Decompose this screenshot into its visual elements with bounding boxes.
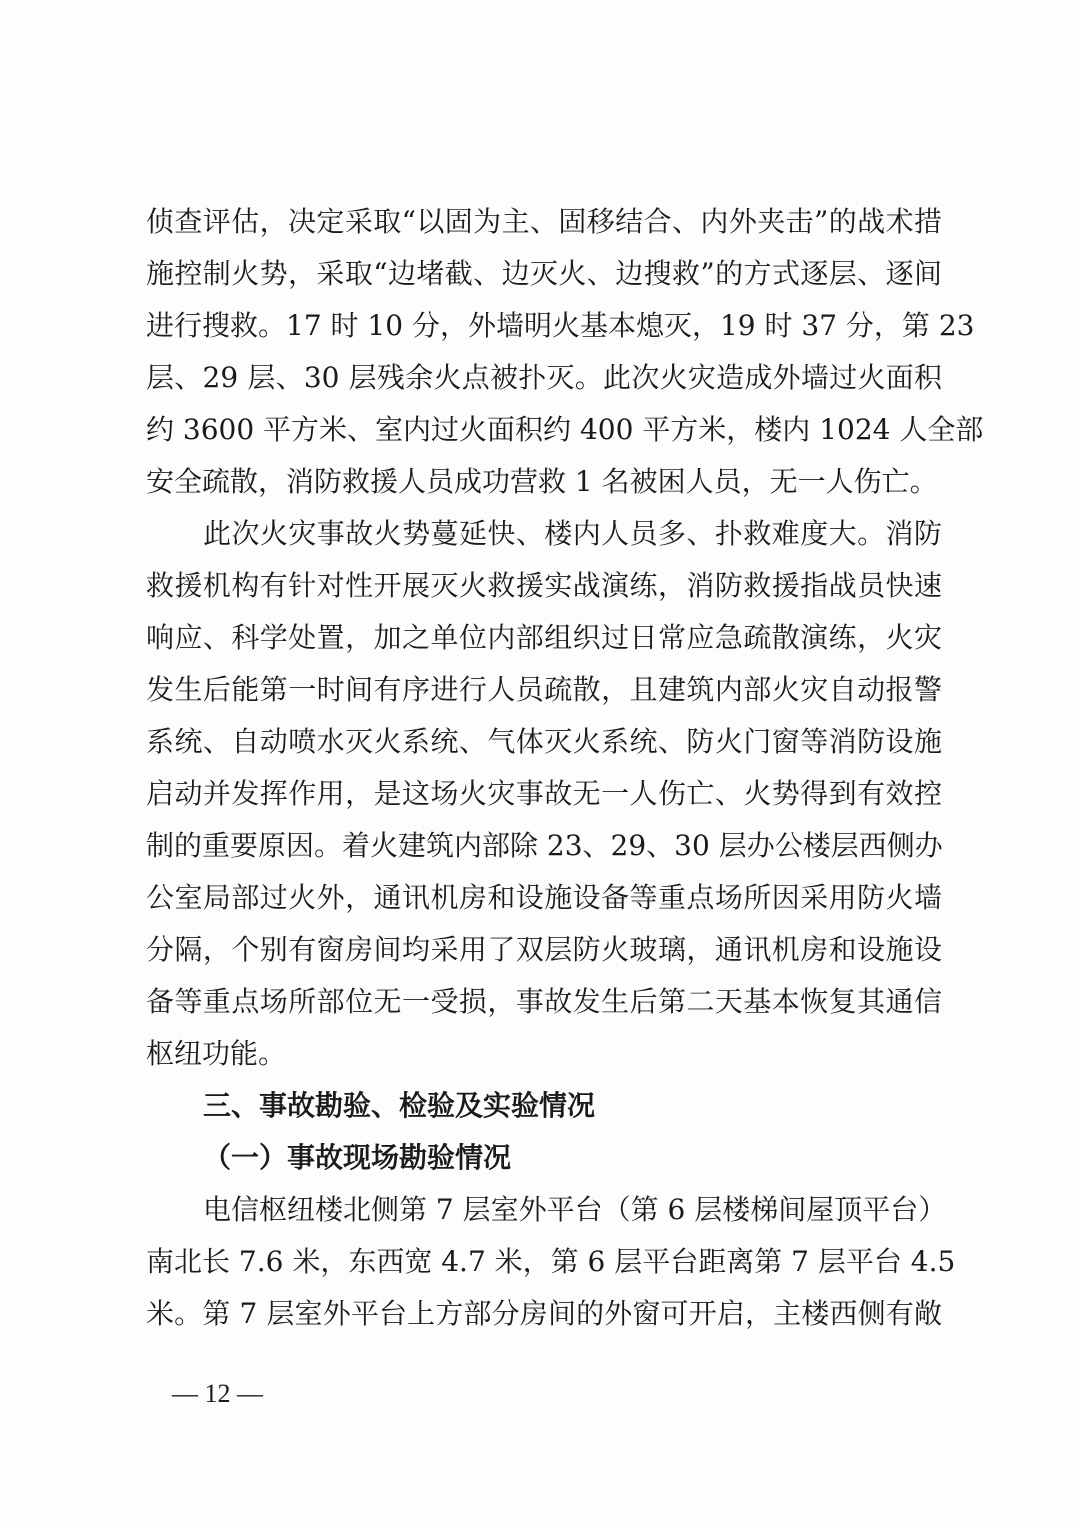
body-line-12: 启动并发挥作用，是这场火灾事故无一人伤亡、火势得到有效控 — [146, 777, 942, 810]
body-line-5: 约 3600 平方米、室内过火面积约 400 平方米，楼内 1024 人全部 — [146, 413, 984, 446]
section-heading: 三、事故勘验、检验及实验情况 — [203, 1089, 596, 1122]
subsection-heading: （一）事故现场勘验情况 — [203, 1141, 512, 1174]
body-line-15: 分隔，个别有窗房间均采用了双层防火玻璃，通讯机房和设施设 — [146, 933, 942, 966]
body-line-11: 系统、自动喷水灭火系统、气体灭火系统、防火门窗等消防设施 — [146, 725, 942, 758]
body-line-6: 安全疏散，消防救援人员成功营救 1 名被困人员，无一人伤亡。 — [146, 465, 938, 498]
body-line-14: 公室局部过火外，通讯机房和设施设备等重点场所因采用防火墙 — [146, 881, 942, 914]
body-line-16: 备等重点场所部位无一受损，事故发生后第二天基本恢复其通信 — [146, 985, 942, 1018]
body-line-21: 南北长 7.6 米，东西宽 4.7 米，第 6 层平台距离第 7 层平台 4.5 — [146, 1245, 956, 1278]
body-line-3: 进行搜救。17 时 10 分，外墙明火基本熄灭，19 时 37 分，第 23 — [146, 309, 975, 342]
body-line-17: 枢纽功能。 — [146, 1037, 287, 1070]
body-line-1: 侦查评估，决定采取“以固为主、固移结合、内外夹击”的战术措 — [146, 205, 942, 238]
body-line-2: 施控制火势，采取“边堵截、边灭火、边搜救”的方式逐层、逐间 — [146, 257, 942, 290]
body-line-4: 层、29 层、30 层残余火点被扑灭。此次火灾造成外墙过火面积 — [146, 361, 942, 394]
page-number: — 12 — — [172, 1379, 263, 1408]
body-line-10: 发生后能第一时间有序进行人员疏散，且建筑内部火灾自动报警 — [146, 673, 942, 706]
body-line-8: 救援机构有针对性开展灭火救援实战演练，消防救援指战员快速 — [146, 569, 942, 602]
body-line-13: 制的重要原因。着火建筑内部除 23、29、30 层办公楼层西侧办 — [146, 829, 943, 862]
body-line-22: 米。第 7 层室外平台上方部分房间的外窗可开启，主楼西侧有敞 — [146, 1297, 942, 1330]
body-line-7: 此次火灾事故火势蔓延快、楼内人员多、扑救难度大。消防 — [203, 517, 942, 550]
body-line-20: 电信枢纽楼北侧第 7 层室外平台（第 6 层楼梯间屋顶平台） — [203, 1193, 947, 1226]
body-line-9: 响应、科学处置，加之单位内部组织过日常应急疏散演练，火灾 — [146, 621, 942, 654]
